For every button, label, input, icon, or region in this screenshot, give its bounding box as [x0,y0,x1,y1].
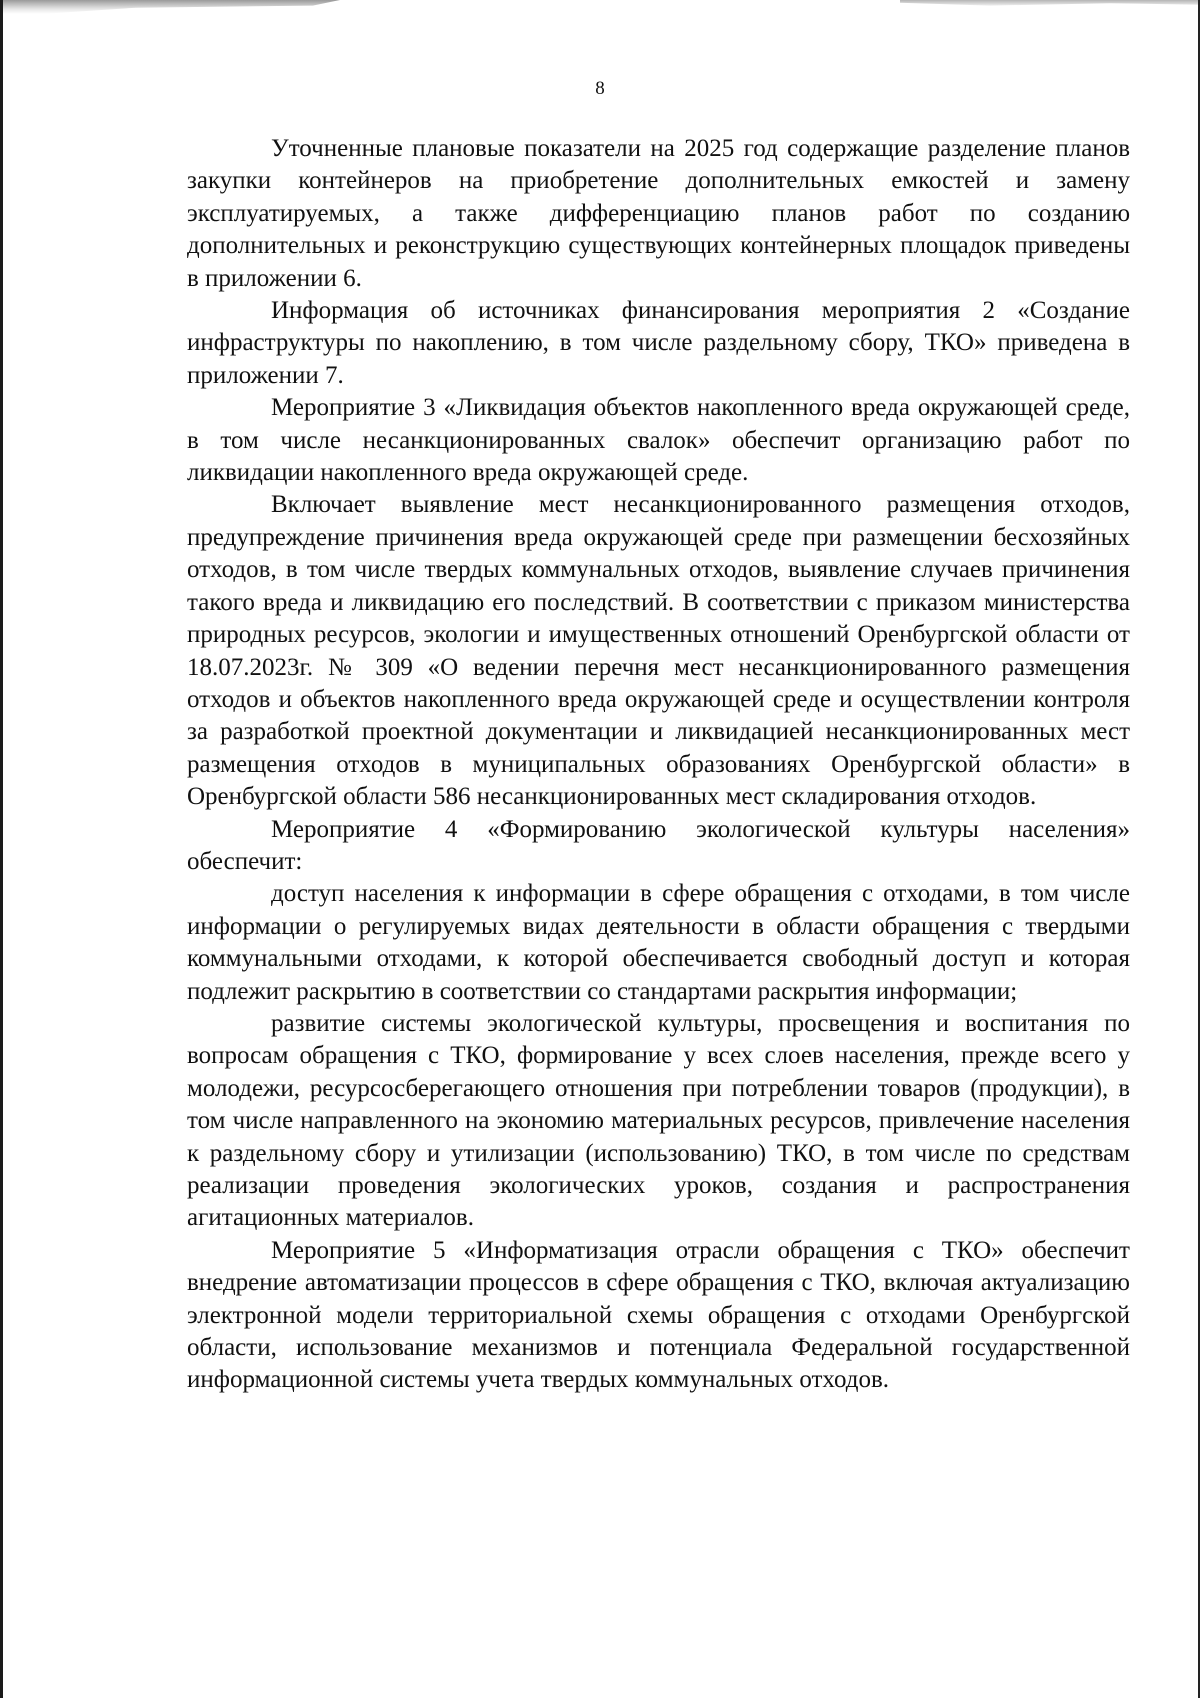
paragraph-measure-3-details: Включает выявление мест несанкционированного размещения отходов, предупреждение причинения вреда окружающей среде при размещении бесхозяйных отходов, в том числе твердых коммунальных отходов, выявление случаев причинения такого вреда и ликвидацию его последствий. В соответствии с приказом министерства природных ресурсов, экологии и имущественных отношений Оренбургской области от 18.07.2023г. № 309 «О ведении перечня мест несанкционированного размещения отходов и объектов накопленного вреда окружающей среде и осуществлении контроля за разработкой проектной документации и ликвидацией несанкционированных мест размещения отходов в муниципальных образованиях Оренбургской области» в Оренбургской области 586 несанкционированных мест складирования отходов. [187,491,1130,811]
scan-artifact-top-right [900,0,1200,8]
paragraph-measure-3: Мероприятие 3 «Ликвидация объектов накопленного вреда окружающей среде, в том числе несанкционированных свалок» обеспечит организацию работ по ликвидации накопленного вреда окружающей среде. [187,394,1130,487]
paragraph-financing-sources: Информация об источниках финансирования мероприятия 2 «Создание инфраструктуры по накоплению, в том числе раздельному сбору, ТКО» приведена в приложении 7. [187,297,1130,389]
scan-edge-left [0,0,3,1698]
scan-artifact-top-left [0,0,340,14]
page-number: 8 [595,78,605,99]
paragraph-measure-5: Мероприятие 5 «Информатизация отрасли обращения с ТКО» обеспечит внедрение автоматизации процессов в сфере обращения с ТКО, включая актуализацию электронной модели территориальной схемы обращения с отходами Оренбургской области, использование механизмов и потенциала Федеральной государственной информационной системы учета твердых коммунальных отходов. [187,1236,1130,1394]
paragraph-measure-4-access: доступ населения к информации в сфере обращения с отходами, в том числе информации о регулируемых видах деятельности в области обращения с твердыми коммунальными отходами, к которой обеспечивается свободный доступ и которая подлежит раскрытию в соответствии со стандартами раскрытия информации; [187,880,1130,1005]
paragraph-measure-4: Мероприятие 4 «Формированию экологической культуры населения» обеспечит: [187,815,1130,875]
paragraph-measure-4-culture: развитие системы экологической культуры, просвещения и воспитания по вопросам обращения с ТКО, формирование у всех слоев населения, прежде всего у молодежи, ресурсосберегающего отношения при потреблении товаров (продукции), в том числе направленного на экономию материальных ресурсов, привлечение населения к раздельному сбору и утилизации (использованию) ТКО, в том числе по средствам реализации проведения экологических уроков, создания и распространения агитационных материалов. [187,1009,1130,1232]
paragraph-plan-indicators: Уточненные плановые показатели на 2025 год содержащие разделение планов закупки контейнеров на приобретение дополнительных емкостей и замену эксплуатируемых, а также дифференциацию планов работ по созданию дополнительных и реконструкцию существующих контейнерных площадок приведены в приложении 6. [187,135,1130,292]
document-body [187,133,1130,1397]
